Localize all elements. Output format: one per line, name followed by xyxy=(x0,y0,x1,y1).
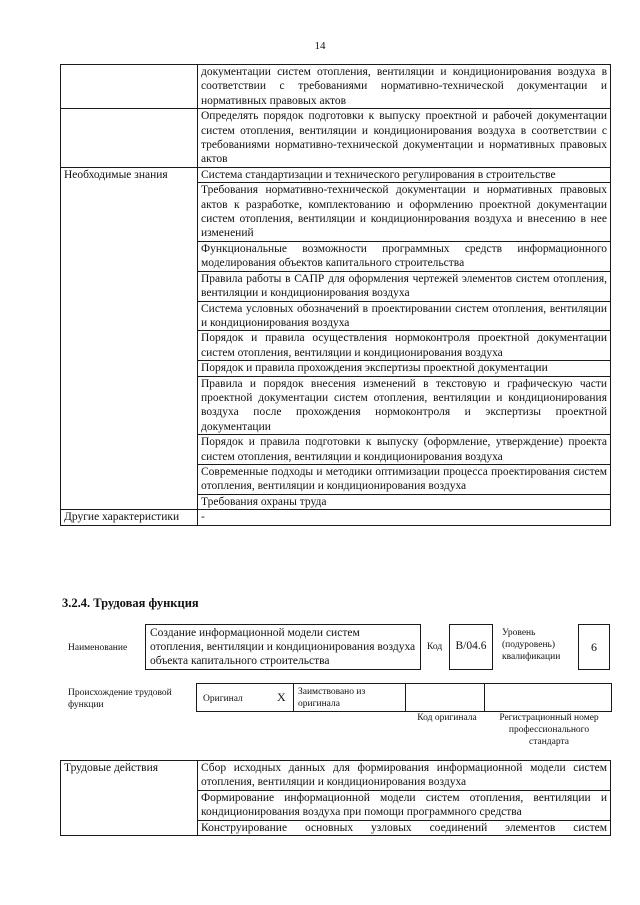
table-row xyxy=(61,510,611,525)
row-label xyxy=(61,109,198,168)
knowledge-table xyxy=(60,64,611,526)
row-text: Правила и порядок внесения изменений в текстовую и графическую части проектной документации систем отопления, вентиляции и кондиционирования воздуха после прохождения нормоконтроля и экспертизы проектной документации xyxy=(198,376,611,435)
origin-box xyxy=(196,683,612,712)
original-mark: X xyxy=(277,690,286,704)
row-text: Система стандартизации и технического регулирования в строительстве xyxy=(198,167,611,182)
name-value: Создание информационной модели систем отопления, вентиляции и кондиционирования воздуха объекта капитального строительства xyxy=(150,627,416,667)
section-title: 3.2.4. Трудовая функция xyxy=(62,596,199,610)
row-label xyxy=(61,65,198,109)
level-value: 6 xyxy=(591,640,597,654)
row-text: - xyxy=(198,510,611,525)
code-caption: Код оригинала xyxy=(417,713,477,723)
row-text: Современные подходы и методики оптимизации процесса проектирования систем отопления, вентиляции и кондиционирования воздуха xyxy=(198,464,611,494)
original-label: Оригинал xyxy=(203,694,243,704)
level-value-box xyxy=(578,624,610,670)
row-text: Сбор исходных данных для формирования информационной модели систем отопления, вентиляции и кондиционирования воздуха xyxy=(198,761,611,791)
row-text: Система условных обозначений в проектировании систем отопления, вентиляции и кондиционирования воздуха xyxy=(198,301,611,331)
row-text: Требования охраны труда xyxy=(198,494,611,509)
row-text: Порядок и правила подготовки к выпуску (оформление, утверждение) проекта систем отопления, вентиляции и кондиционирования воздуха xyxy=(198,435,611,465)
row-text: Конструирование основных узловых соединений элементов систем xyxy=(198,820,611,835)
code-value-box xyxy=(449,624,493,670)
row-text: документации систем отопления, вентиляции и кондиционирования воздуха в соответствии с требованиями нормативно-технической документации и нормативных правовых актов xyxy=(198,65,611,109)
borrowed-cell xyxy=(294,684,406,711)
original-cell xyxy=(197,684,294,711)
page-number: 14 xyxy=(314,40,326,52)
row-text: Порядок и правила прохождения экспертизы проектной документации xyxy=(198,361,611,376)
table-row xyxy=(61,109,611,168)
table-row xyxy=(61,65,611,109)
code-original-cell xyxy=(406,684,485,711)
row-text: Требования нормативно-технической документации и нормативных правовых актов к разработке, комплектованию и оформлению проектной документации систем отопления, вентиляции и кондиционирования воздуха и внесению в нее изменений xyxy=(198,183,611,242)
table-row xyxy=(61,761,611,791)
row-text: Формирование информационной модели систем отопления, вентиляции и кондиционирования воздуха при помощи программного средства xyxy=(198,790,611,820)
row-label-labor-actions: Трудовые действия xyxy=(61,761,198,836)
row-text: Функциональные возможности программных средств информационного моделирования объектов капитального строительства xyxy=(198,241,611,271)
name-value-box xyxy=(145,624,421,670)
reg-caption: Регистрационный номер профессионального стандарта xyxy=(499,713,599,747)
code-label: Код xyxy=(427,642,443,652)
origin-label: Происхождение трудовой функции xyxy=(68,688,172,710)
row-text: Правила работы в САПР для оформления чертежей элементов систем отопления, вентиляции и кондиционирования воздуха xyxy=(198,271,611,301)
reg-number-cell xyxy=(485,684,611,711)
row-label-required-knowledge: Необходимые знания xyxy=(61,167,198,509)
level-label: Уровень (подуровень) квалификации xyxy=(502,628,561,662)
row-text: Определять порядок подготовки к выпуску проектной и рабочей документации систем отопления, вентиляции и кондиционирования воздуха в соответствии с требованиями нормативно-технической документации и нормативных правовых актов xyxy=(198,109,611,168)
borrowed-label: Заимствовано из оригинала xyxy=(298,687,366,709)
row-text: Порядок и правила осуществления нормоконтроля проектной документации систем отопления, вентиляции и кондиционирования воздуха xyxy=(198,331,611,361)
table-row xyxy=(61,167,611,182)
labor-actions-table xyxy=(60,760,611,836)
name-label: Наименование xyxy=(68,643,128,653)
row-label-other: Другие характеристики xyxy=(61,510,198,525)
code-value: B/04.6 xyxy=(455,640,487,652)
